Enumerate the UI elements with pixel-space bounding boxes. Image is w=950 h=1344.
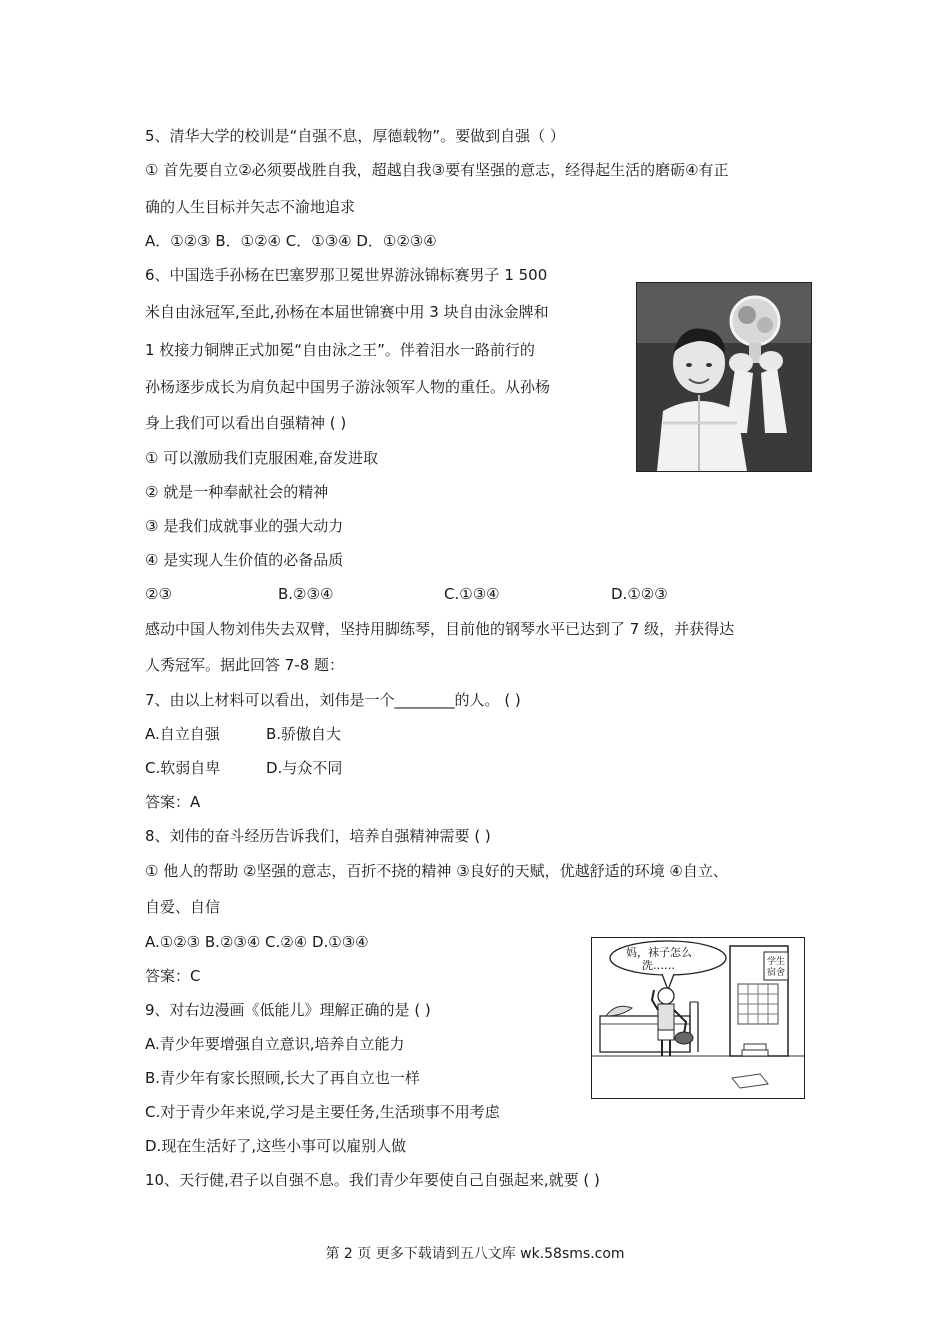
q5-items-line1: ① 首先要自立②必须要战胜自我，超越自我③要有坚强的意志，经得起生活的磨砺④有正 <box>145 161 729 179</box>
q6-stem-line3: 1 枚接力铜牌正式加冕“自由泳之王”。伴着泪水一路前行的 <box>145 341 535 359</box>
q6-stem-line4: 孙杨逐步成长为肩负起中国男子游泳领军人物的重任。从孙杨 <box>145 378 551 396</box>
q7-option-d: D.与众不同 <box>266 759 343 777</box>
q6-stem-line5: 身上我们可以看出自强精神 ( ) <box>145 414 347 432</box>
q8-stem: 8、刘伟的奋斗经历告诉我们，培养自强精神需要 ( ) <box>145 827 491 845</box>
q6-stem-line1: 6、中国选手孙杨在巴塞罗那卫冕世界游泳锦标赛男子 1 500 <box>145 266 548 284</box>
swimmer-trophy-photo <box>636 282 812 472</box>
q6-option-c: C.①③④ <box>444 585 500 603</box>
q9-option-b: B.青少年有家长照顾,长大了再自立也一样 <box>145 1069 420 1087</box>
q7-answer: 答案：A <box>145 793 201 811</box>
q6-option-a: ②③ <box>145 585 172 603</box>
page-footer: 第 2 页 更多下载请到五八文库 wk.58sms.com <box>325 1246 625 1262</box>
q8-items-line2: 自爱、自信 <box>145 898 221 916</box>
cartoon-bubble-line1: 妈，袜子怎么 <box>626 946 692 959</box>
q9-stem: 9、对右边漫画《低能儿》理解正确的是 ( ) <box>145 1001 431 1019</box>
q5-options: A．①②③ B．①②④ C．①③④ D．①②③④ <box>145 232 437 250</box>
q8-items-line1: ① 他人的帮助 ②坚强的意志，百折不挠的精神 ③良好的天赋，优越舒适的环境 ④自立、 <box>145 862 728 880</box>
q7-option-c: C.软弱自卑 <box>145 759 221 777</box>
cartoon-sign-line1: 学生 <box>767 957 786 967</box>
cartoon-low-ability-child <box>591 937 805 1099</box>
q9-option-a: A.青少年要增强自立意识,培养自立能力 <box>145 1035 405 1053</box>
q8-answer: 答案：C <box>145 967 201 985</box>
q6-option-b: B.②③④ <box>278 585 334 603</box>
q6-item-4: ④ 是实现人生价值的必备品质 <box>145 551 344 569</box>
q6-item-3: ③ 是我们成就事业的强大动力 <box>145 517 344 535</box>
q7-option-a: A.自立自强 <box>145 725 220 743</box>
q7-stem: 7、由以上材料可以看出，刘伟是一个________的人。 ( ) <box>145 691 521 709</box>
q5-items-line2: 确的人生目标并矢志不渝地追求 <box>145 198 356 216</box>
q5-stem: 5、清华大学的校训是“自强不息，厚德载物”。要做到自强（ ） <box>145 127 565 145</box>
q6-stem-line2: 米自由泳冠军,至此,孙杨在本届世锦赛中用 3 块自由泳金牌和 <box>145 303 549 321</box>
q9-option-c: C.对于青少年来说,学习是主要任务,生活琐事不用考虑 <box>145 1103 500 1121</box>
q9-option-d: D.现在生活好了,这些小事可以雇别人做 <box>145 1137 407 1155</box>
q7-option-b: B.骄傲自大 <box>266 725 342 743</box>
q6-item-2: ② 就是一种奉献社会的精神 <box>145 483 329 501</box>
cartoon-bubble-line2: 洗…… <box>642 959 675 972</box>
material-line1: 感动中国人物刘伟失去双臂，坚持用脚练琴，目前他的钢琴水平已达到了 7 级，并获得达 <box>145 620 735 638</box>
material-line2: 人秀冠军。据此回答 7-8 题： <box>145 656 345 674</box>
cartoon-sign-line2: 宿舍 <box>767 968 786 978</box>
q6-item-1: ① 可以激励我们克服困难,奋发进取 <box>145 449 378 467</box>
q6-option-d: D.①②③ <box>611 585 668 603</box>
q8-options: A.①②③ B.②③④ C.②④ D.①③④ <box>145 933 369 951</box>
q10-stem: 10、天行健,君子以自强不息。我们青少年要使自己自强起来,就要 ( ) <box>145 1171 600 1189</box>
